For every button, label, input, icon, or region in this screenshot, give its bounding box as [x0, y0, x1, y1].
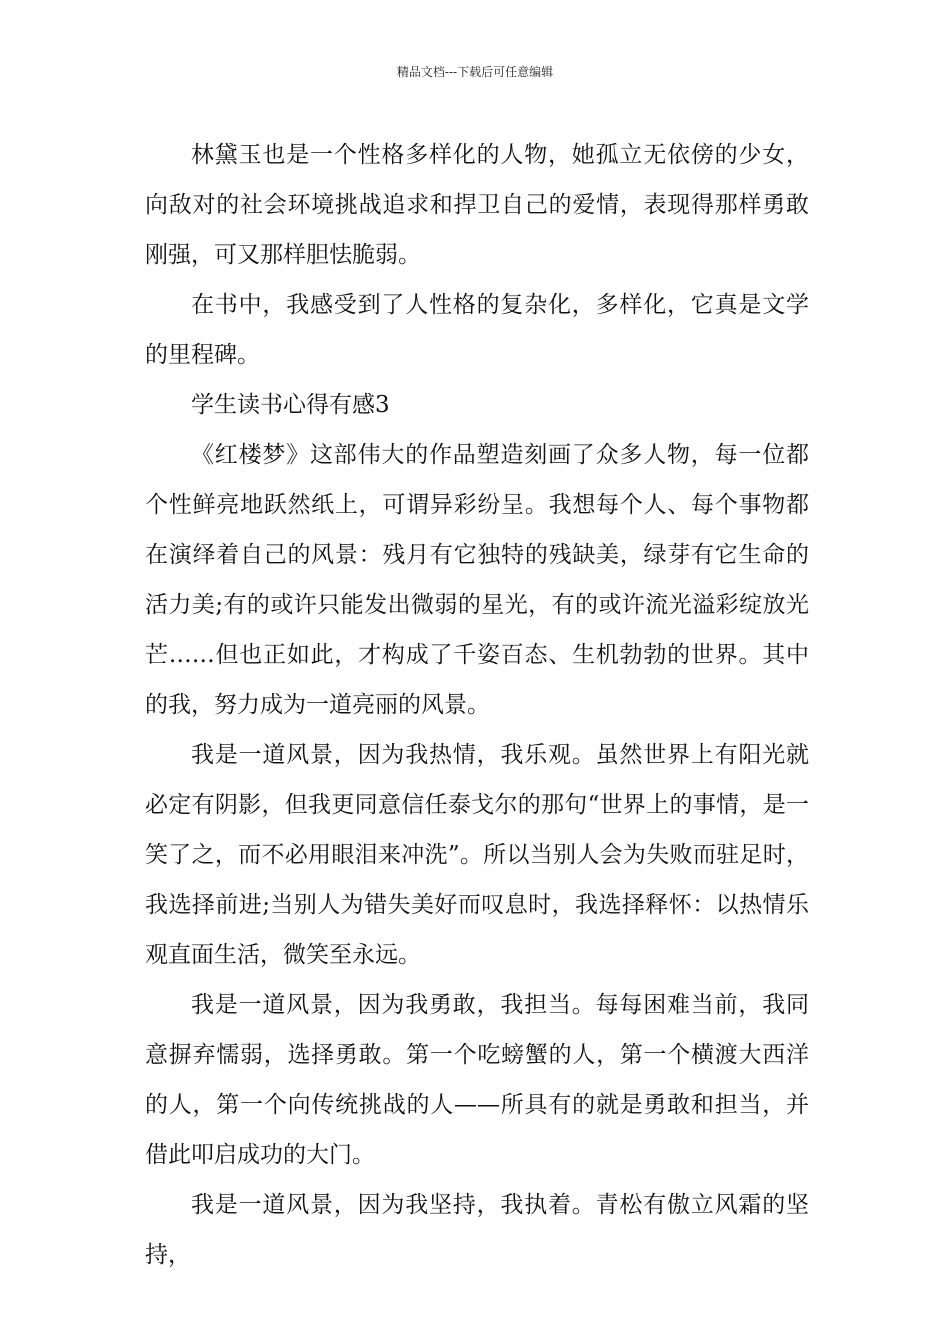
- paragraph-enthusiasm: 我是一道风景，因为我热情，我乐观。虽然世界上有阳光就必定有阴影，但我更同意信任泰戈尔的那句“世界上的事情，是一笑了之，而不必用眼泪来冲洗”。所以当别人会为失败而驻足时，我选择前进;当别人为错失美好而叹息时，我选择释怀：以热情乐观直面生活，微笑至永远。: [145, 742, 809, 968]
- paragraph-hongloumeng-intro: 《红楼梦》这部伟大的作品塑造刻画了众多人物，每一位都个性鲜亮地跃然纸上，可谓异彩纷呈。我想每个人、每个事物都在演绎着自己的风景：残月有它独特的残缺美，绿芽有它生命的活力美;有的或许只能发出微弱的星光，有的或许流光溢彩绽放光芒……但也正如此，才构成了千姿百态、生机勃勃的世界。其中的我，努力成为一道亮丽的风景。: [145, 442, 809, 718]
- section-heading: 学生读书心得有感3: [191, 392, 390, 418]
- page-header: 精品文档---下载后可任意编辑: [396, 65, 554, 79]
- document-body: [145, 130, 809, 1280]
- paragraph-lin-daiyu: 林黛玉也是一个性格多样化的人物，她孤立无依傍的少女，向敌对的社会环境挑战追求和捍卫自己的爱情，表现得那样勇敢刚强，可又那样胆怯脆弱。: [145, 142, 809, 268]
- paragraph-character-complexity: 在书中，我感受到了人性格的复杂化，多样化，它真是文学的里程碑。: [145, 292, 809, 368]
- paragraph-courage: 我是一道风景，因为我勇敢，我担当。每每困难当前，我同意摒弃懦弱，选择勇敢。第一个吃螃蟹的人，第一个横渡大西洋的人，第一个向传统挑战的人——所具有的就是勇敢和担当，并借此叩启成功的大门。: [145, 992, 809, 1168]
- paragraph-persistence: 我是一道风景，因为我坚持，我执着。青松有傲立风霜的坚持，: [145, 1192, 809, 1268]
